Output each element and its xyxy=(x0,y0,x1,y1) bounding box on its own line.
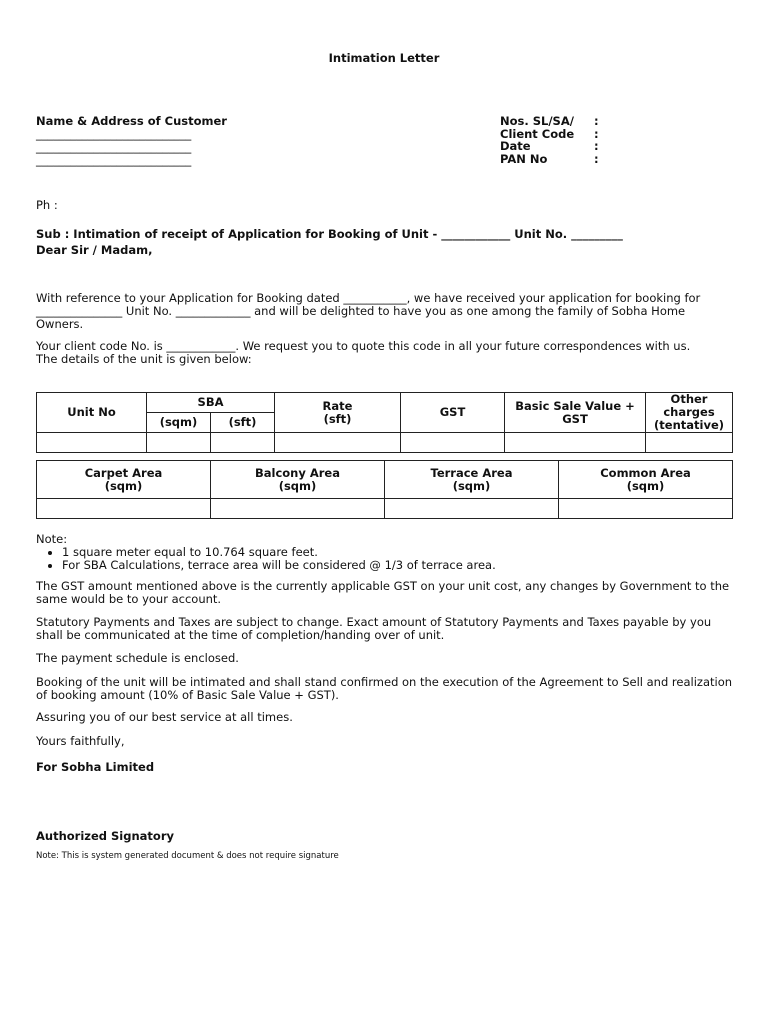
balcony-area-header: Balcony Area (sqm) xyxy=(211,461,385,499)
table-cell-empty xyxy=(646,433,733,453)
subject-line: Sub : Intimation of receipt of Application for Booking of Unit - ____________ Unit No. _________ xyxy=(36,227,623,241)
unit-no-header: Unit No xyxy=(37,393,147,433)
table-row xyxy=(37,499,733,519)
table-cell-empty xyxy=(385,499,559,519)
payment-paragraph: The payment schedule is enclosed. xyxy=(36,651,239,665)
reference-block xyxy=(500,115,599,165)
client-code-paragraph xyxy=(36,340,736,366)
notes-section xyxy=(36,533,736,571)
paragraph-line: The GST amount mentioned above is the currently applicable GST on your unit cost, any changes by Government to the xyxy=(36,579,730,593)
paragraph-line: Your client code No. is ____________. We request you to quote this code in all your future correspondences with us. xyxy=(36,339,691,353)
phone-label: Ph : xyxy=(36,198,58,212)
table-cell-empty xyxy=(401,433,505,453)
table-cell-empty xyxy=(211,433,275,453)
customer-blank-line: ___________________________ xyxy=(36,127,192,141)
reference-colon: : xyxy=(594,114,599,128)
reference-row-date xyxy=(500,140,599,153)
carpet-area-header: Carpet Area (sqm) xyxy=(37,461,211,499)
table-cell-empty xyxy=(147,433,211,453)
reference-colon: : xyxy=(594,151,599,166)
customer-blank-line: ___________________________ xyxy=(36,153,192,167)
table-cell-empty xyxy=(37,433,147,453)
reference-row-pan xyxy=(500,153,599,166)
table-row xyxy=(37,433,733,453)
note-label: Note: xyxy=(36,532,68,546)
paragraph-line: Booking of the unit will be intimated and shall stand confirmed on the execution of the Agreement to Sell and realization xyxy=(36,675,733,689)
sba-sft-header: (sft) xyxy=(211,413,275,433)
booking-paragraph xyxy=(36,676,736,702)
reference-label: PAN No xyxy=(500,151,548,166)
list-item: • 1 square meter equal to 10.764 square feet. xyxy=(62,546,736,559)
company-name: For Sobha Limited xyxy=(36,760,155,774)
paragraph-line: With reference to your Application for Booking dated ___________, we have received your application for booking for xyxy=(36,291,701,305)
reference-row-nos xyxy=(500,115,599,128)
reference-paragraph xyxy=(36,292,736,331)
other-charges-header: Other charges (tentative) xyxy=(646,393,733,433)
reference-label: Nos. SL/SA/ xyxy=(500,114,574,128)
reference-colon: : xyxy=(594,139,599,153)
gst-header: GST xyxy=(401,393,505,433)
paragraph-line: _______________ Unit No. _____________ and will be delighted to have you as one among the family of Sobha Home xyxy=(36,304,686,318)
notes-list xyxy=(36,546,736,571)
table-cell-empty xyxy=(505,433,646,453)
reference-label: Client Code xyxy=(500,126,575,141)
rate-header: Rate (sft) xyxy=(275,393,401,433)
statutory-paragraph xyxy=(36,616,736,642)
sba-sqm-header: (sqm) xyxy=(147,413,211,433)
common-area-header: Common Area (sqm) xyxy=(559,461,733,499)
reference-colon: : xyxy=(594,126,599,141)
paragraph-line: same would be to your account. xyxy=(36,592,222,606)
area-details-table xyxy=(36,460,733,519)
gst-paragraph xyxy=(36,580,736,606)
paragraph-line: The details of the unit is given below: xyxy=(36,352,252,366)
paragraph-line: Statutory Payments and Taxes are subject to change. Exact amount of Statutory Payments and Taxes payable by you xyxy=(36,615,712,629)
table-cell-empty xyxy=(275,433,401,453)
customer-block xyxy=(36,115,227,167)
paragraph-line: shall be communicated at the time of completion/handing over of unit. xyxy=(36,628,445,642)
list-item: • For SBA Calculations, terrace area will be considered @ 1/3 of terrace area. xyxy=(62,559,736,572)
salutation: Dear Sir / Madam, xyxy=(36,243,153,257)
terrace-area-header: Terrace Area (sqm) xyxy=(385,461,559,499)
table-cell-empty xyxy=(211,499,385,519)
footer-note: Note: This is system generated document & does not require signature xyxy=(36,851,339,861)
document-title: Intimation Letter xyxy=(328,51,440,65)
paragraph-line: Owners. xyxy=(36,317,84,331)
basic-sale-value-header: Basic Sale Value + GST xyxy=(505,393,646,433)
table-cell-empty xyxy=(37,499,211,519)
authorized-signatory: Authorized Signatory xyxy=(36,829,174,843)
assuring-line: Assuring you of our best service at all times. xyxy=(36,710,293,724)
unit-details-table xyxy=(36,392,733,453)
paragraph-line: of booking amount (10% of Basic Sale Value + GST). xyxy=(36,688,339,702)
customer-blank-line: ___________________________ xyxy=(36,140,192,154)
sba-header: SBA xyxy=(147,393,275,413)
table-cell-empty xyxy=(559,499,733,519)
reference-label: Date xyxy=(500,139,531,153)
closing-line: Yours faithfully, xyxy=(36,734,125,748)
customer-heading: Name & Address of Customer xyxy=(36,114,227,128)
